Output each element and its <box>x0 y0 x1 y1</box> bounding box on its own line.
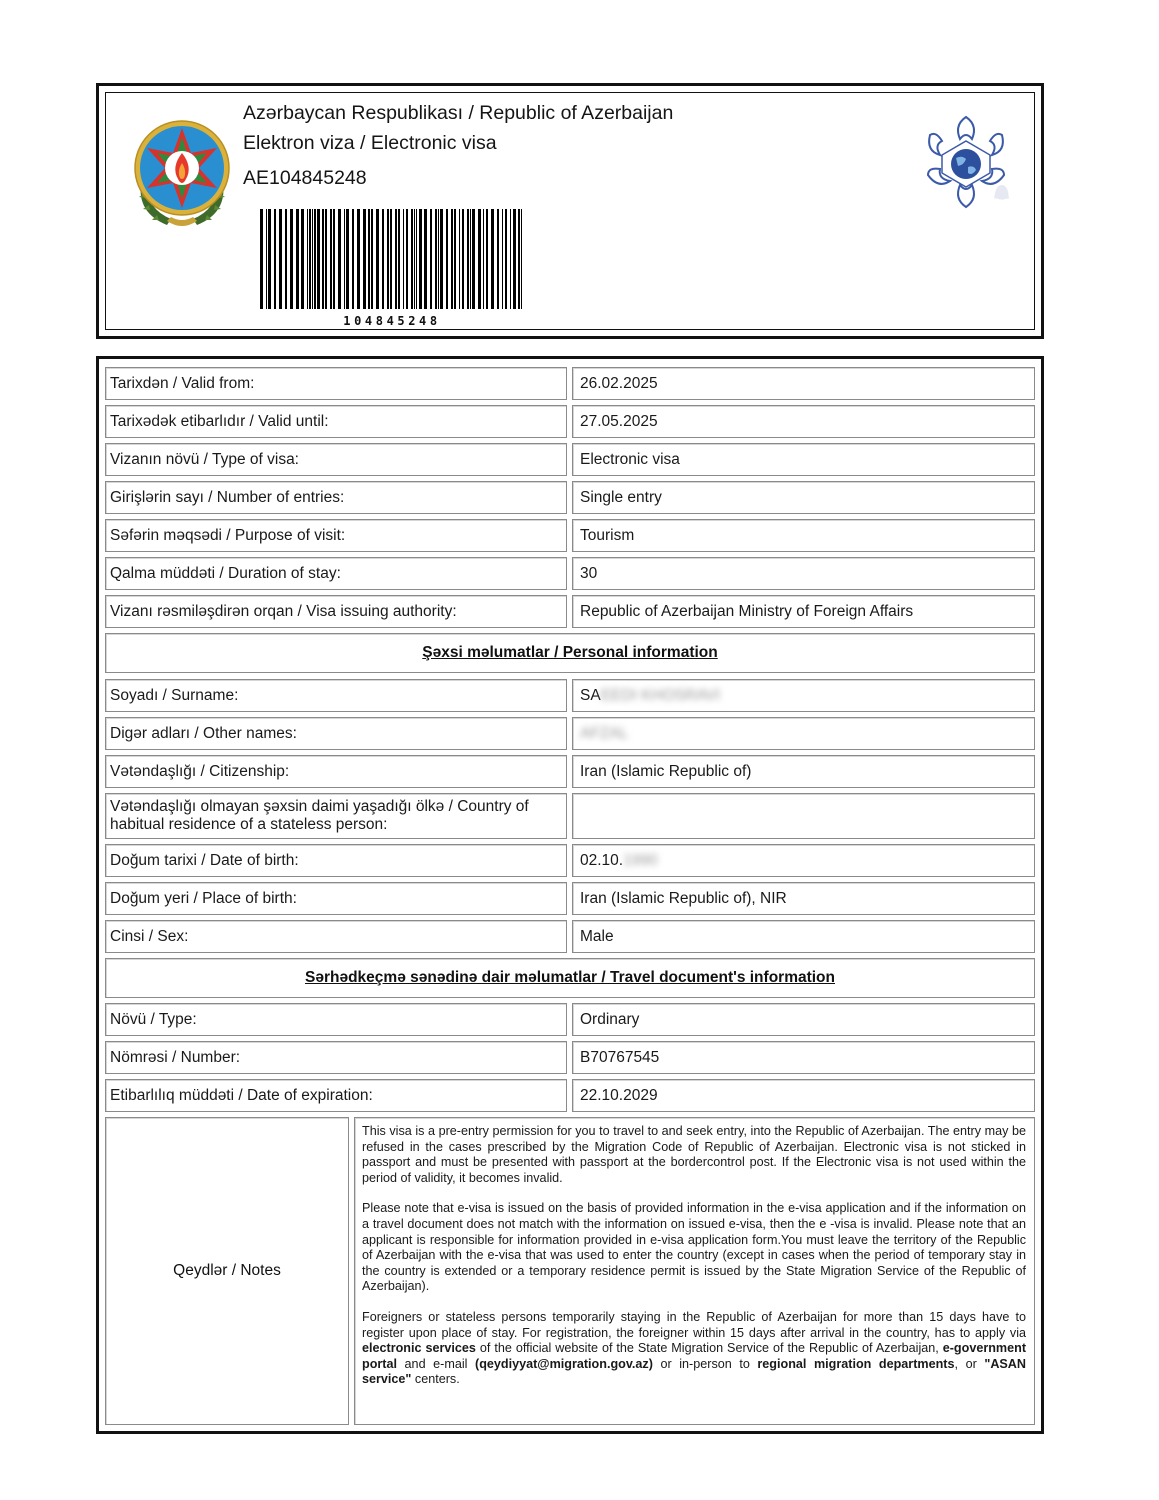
value-cell-stateless-residence <box>572 793 1035 839</box>
label-surname: Soyadı / Surname: <box>110 686 239 704</box>
notes-p3-text-3: and e-mail <box>396 1356 475 1371</box>
value-surname <box>580 680 720 711</box>
notes-label-cell <box>105 1117 349 1425</box>
value-entries: Single entry <box>580 488 662 506</box>
value-cell-doc-number <box>572 1041 1035 1074</box>
visa-kind-title: Elektron viza / Electronic visa <box>243 132 497 154</box>
label-visa-type: Vizanın növü / Type of visa: <box>110 450 299 468</box>
barcode-bar <box>376 209 379 309</box>
barcode-bar <box>451 209 453 309</box>
label-cell-surname <box>105 679 567 712</box>
value-birth-place: Iran (Islamic Republic of), NIR <box>580 889 787 907</box>
barcode-bar <box>472 209 475 309</box>
label-cell-doc-expiration <box>105 1079 567 1112</box>
barcode-bar <box>419 209 422 309</box>
visa-details-table <box>96 356 1044 1434</box>
barcode-bar <box>502 209 503 309</box>
label-stateless-residence: Vətəndaşlığı olmayan şəxsin daimi yaşadığı ölkə / Country of habitual residence of a stateless person: <box>110 798 529 833</box>
barcode-bar <box>395 209 397 309</box>
barcode-bar <box>478 209 481 309</box>
notes-p3-text-1: Foreigners or stateless persons temporarily staying in the Republic of Azerbaijan for more than 15 days have to register upon place of stay. For registration, the foreigner within 15 days after arrival in the country, has to apply via <box>362 1309 1026 1340</box>
value-valid-until: 27.05.2025 <box>580 412 658 430</box>
notes-regional-departments: regional migration departments <box>757 1356 955 1371</box>
barcode-bar <box>430 209 432 309</box>
surname-redacted-part: EEDI KHOSRAVI <box>600 686 721 704</box>
label-cell-birth-date <box>105 844 567 877</box>
barcode-bar <box>454 209 456 309</box>
notes-p3-text-4: or in-person to <box>652 1356 758 1371</box>
barcode-bar <box>518 209 520 309</box>
barcode-bar <box>368 209 370 309</box>
visa-barcode <box>260 209 524 309</box>
label-cell-valid-from <box>105 367 567 400</box>
barcode-bar <box>371 209 373 309</box>
value-cell-birth-date <box>572 844 1035 877</box>
barcode-bar <box>296 209 299 309</box>
label-cell-visa-type <box>105 443 567 476</box>
barcode-bar <box>470 209 471 309</box>
barcode-bar <box>338 209 341 309</box>
value-cell-visa-type <box>572 443 1035 476</box>
barcode-bar <box>497 209 499 309</box>
notes-paragraph-1: This visa is a pre-entry permission for you to travel to and seek entry, into the Republic of Azerbaijan. The entry may be refused in the cases prescribed by the Migration Code of Republic of Azerbaijan. Electronic visa is not sticked in passport and must be presented with passport at the bordercontrol post. If the Electronic visa is not used within the period of validity, it becomes invalid. <box>362 1124 1026 1185</box>
barcode-bar <box>403 209 404 309</box>
value-doc-number: B70767545 <box>580 1048 660 1066</box>
label-cell-stateless-residence <box>105 793 567 839</box>
barcode-bar <box>266 209 267 309</box>
notes-p3-text-6: centers. <box>411 1372 460 1387</box>
notes-text <box>362 1124 1026 1403</box>
label-valid-until: Tarixədək etibarlıdır / Valid until: <box>110 412 329 430</box>
value-cell-entries <box>572 481 1035 514</box>
visa-header-inner-frame <box>105 92 1035 330</box>
label-cell-sex <box>105 920 567 953</box>
label-cell-duration <box>105 557 567 590</box>
barcode-bar <box>346 209 349 309</box>
barcode-bar <box>411 209 413 309</box>
barcode-number: 104845248 <box>343 314 441 328</box>
value-cell-purpose <box>572 519 1035 552</box>
label-birth-place: Doğum yeri / Place of birth: <box>110 889 297 907</box>
barcode-bar <box>438 209 439 309</box>
label-purpose: Səfərin məqsədi / Purpose of visit: <box>110 526 346 544</box>
barcode-bar <box>312 209 313 309</box>
label-citizenship: Vətəndaşlığı / Citizenship: <box>110 762 290 780</box>
label-cell-citizenship <box>105 755 567 788</box>
migration-service-seal-icon <box>906 111 1026 215</box>
label-authority: Vizanı rəsmiləşdirən orqan / Visa issuing authority: <box>110 602 457 620</box>
value-valid-from: 26.02.2025 <box>580 374 658 392</box>
value-duration: 30 <box>580 564 598 582</box>
barcode-bar <box>363 209 366 309</box>
notes-p3-text-2: of the official website of the State Migration Service of the Republic of Azerbaijan, <box>475 1341 943 1356</box>
value-cell-other-names <box>572 717 1035 750</box>
barcode-bar <box>382 209 384 309</box>
value-authority: Republic of Azerbaijan Ministry of Foreign Affairs <box>580 602 914 620</box>
barcode-bar <box>317 209 320 309</box>
barcode-bar <box>467 209 469 309</box>
value-cell-doc-expiration <box>572 1079 1035 1112</box>
value-visa-type: Electronic visa <box>580 450 680 468</box>
value-cell-doc-type <box>572 1003 1035 1036</box>
birth-date-visible-part: 02.10. <box>580 851 624 869</box>
barcode-bar <box>462 209 464 309</box>
label-cell-authority <box>105 595 567 628</box>
barcode-bar <box>357 209 360 309</box>
barcode-bar <box>510 209 511 309</box>
barcode-bar <box>307 209 308 309</box>
barcode-bar <box>440 209 443 309</box>
barcode-bar <box>352 209 354 309</box>
azerbaijan-state-emblem-icon <box>127 113 237 231</box>
personal-info-section-header <box>105 633 1035 673</box>
barcode-bar <box>274 209 276 309</box>
birth-date-redacted-part: 1990 <box>623 851 658 869</box>
label-cell-valid-until <box>105 405 567 438</box>
barcode-bar <box>416 209 417 309</box>
barcode-bar <box>344 209 345 309</box>
barcode-bar <box>446 209 448 309</box>
barcode-bar <box>398 209 400 309</box>
notes-email: (qeydiyyat@migration.gov.az) <box>475 1356 653 1371</box>
label-cell-doc-number <box>105 1041 567 1074</box>
barcode-bar <box>513 209 516 309</box>
barcode-bar <box>435 209 437 309</box>
value-sex: Male <box>580 927 614 945</box>
barcode-bar <box>314 209 316 309</box>
barcode-bar <box>322 209 324 309</box>
barcode-bar <box>424 209 427 309</box>
label-duration: Qalma müddəti / Duration of stay: <box>110 564 341 582</box>
notes-p3-text-5: , or <box>954 1356 985 1371</box>
barcode-bar <box>285 209 287 309</box>
barcode-bar <box>505 209 507 309</box>
personal-info-title: Şəxsi məlumatlar / Personal information <box>422 644 718 661</box>
value-cell-birth-place <box>572 882 1035 915</box>
barcode-bar <box>459 209 460 309</box>
barcode-bar <box>330 209 332 309</box>
label-sex: Cinsi / Sex: <box>110 927 189 945</box>
barcode-bar <box>521 209 522 309</box>
barcode-bar <box>333 209 335 309</box>
barcode-bar <box>491 209 494 309</box>
value-cell-citizenship <box>572 755 1035 788</box>
value-cell-surname <box>572 679 1035 712</box>
barcode-bar <box>414 209 415 309</box>
value-purpose: Tourism <box>580 526 635 544</box>
visa-code: AE104845248 <box>243 167 367 189</box>
barcode-bar <box>279 209 282 309</box>
label-entries: Girişlərin sayı / Number of entries: <box>110 488 345 506</box>
barcode-bar <box>301 209 304 309</box>
notes-label: Qeydlər / Notes <box>173 1262 281 1279</box>
travel-doc-title: Sərhədkeçmə sənədinə dair məlumatlar / Travel document's information <box>305 969 835 986</box>
travel-doc-section-header <box>105 958 1035 998</box>
surname-visible-part: SA <box>580 686 601 704</box>
barcode-bar <box>268 209 271 309</box>
label-doc-expiration: Etibarlılıq müddəti / Date of expiration: <box>110 1086 373 1104</box>
label-valid-from: Tarixdən / Valid from: <box>110 374 255 392</box>
label-birth-date: Doğum tarixi / Date of birth: <box>110 851 299 869</box>
barcode-bar <box>387 209 389 309</box>
label-cell-birth-place <box>105 882 567 915</box>
label-cell-entries <box>105 481 567 514</box>
value-doc-expiration: 22.10.2029 <box>580 1086 658 1104</box>
value-citizenship: Iran (Islamic Republic of) <box>580 762 752 780</box>
value-doc-type: Ordinary <box>580 1010 640 1028</box>
notes-asan-service: "ASAN service" <box>362 1356 1026 1387</box>
barcode-bar <box>325 209 327 309</box>
other-names-redacted-part: AFZAL <box>580 724 629 742</box>
value-cell-valid-until <box>572 405 1035 438</box>
barcode-bar <box>290 209 293 309</box>
notes-electronic-services: electronic services <box>362 1341 476 1356</box>
label-cell-other-names <box>105 717 567 750</box>
label-doc-type: Növü / Type: <box>110 1010 197 1028</box>
value-cell-authority <box>572 595 1035 628</box>
label-other-names: Digər adları / Other names: <box>110 724 297 742</box>
notes-paragraph-2: Please note that e-visa is issued on the basis of provided information in the e-visa application and if the information on a travel document does not match with the information on issued e-visa, then the e -visa is invalid. Please note that an applicant is responsible for information provided in e-visa application form.You must leave the territory of the Republic of Azerbaijan with the e-visa that was used to enter the country (except in cases when the period of temporary stay in the country is extended or a temporary residence permit is issued by the State Migration Service of the Republic of Azerbaijan). <box>362 1201 1026 1294</box>
notes-text-cell <box>354 1117 1035 1425</box>
barcode-bar <box>260 209 263 309</box>
barcode-bar <box>406 209 408 309</box>
barcode-bar <box>486 209 488 309</box>
value-cell-sex <box>572 920 1035 953</box>
barcode-bar <box>483 209 484 309</box>
value-cell-valid-from <box>572 367 1035 400</box>
label-doc-number: Nömrəsi / Number: <box>110 1048 241 1066</box>
value-other-names <box>580 718 628 749</box>
label-cell-purpose <box>105 519 567 552</box>
notes-e-government-portal: e-government portal <box>362 1341 1027 1371</box>
label-cell-doc-type <box>105 1003 567 1036</box>
barcode-bar <box>390 209 392 309</box>
value-birth-date <box>580 845 658 876</box>
barcode-bar <box>309 209 311 309</box>
republic-title: Azərbaycan Respublikası / Republic of Azerbaijan <box>243 102 674 124</box>
notes-paragraph-3 <box>362 1310 1026 1388</box>
visa-header <box>96 83 1044 339</box>
value-cell-duration <box>572 557 1035 590</box>
